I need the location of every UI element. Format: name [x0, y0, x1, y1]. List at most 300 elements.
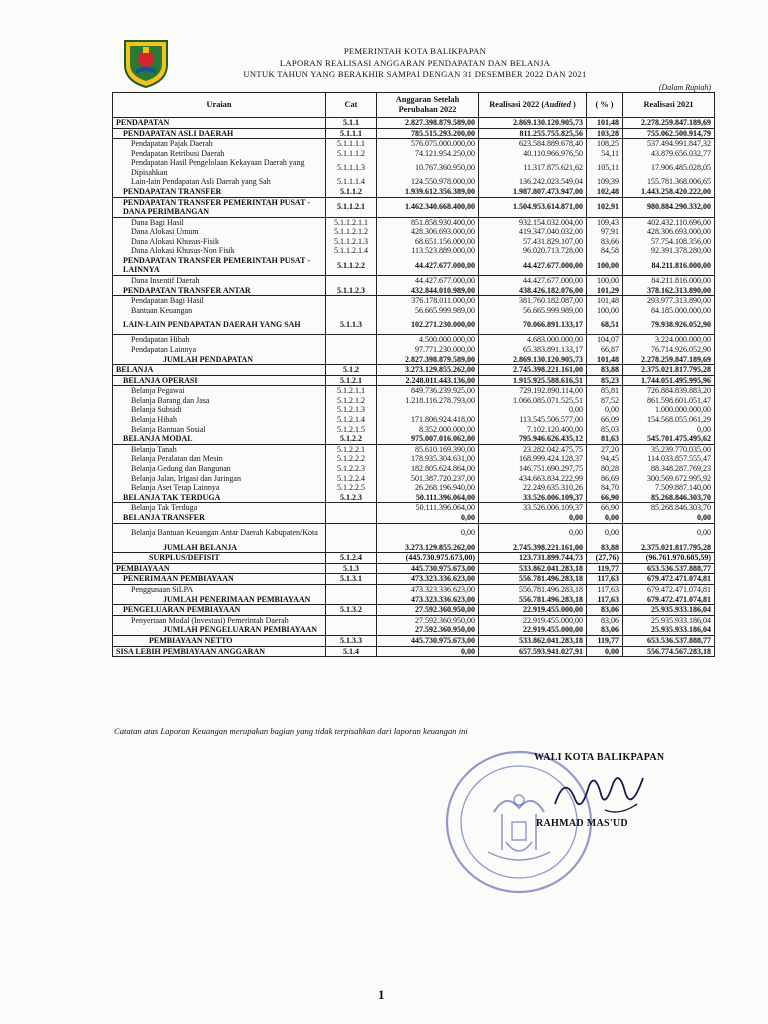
cell-realisasi-2022: 0,00	[479, 523, 587, 543]
cell-anggaran: 10.767.360.950,00	[377, 158, 479, 177]
cell-anggaran: 1.939.612.356.389,00	[377, 187, 479, 197]
table-row	[113, 365, 715, 376]
cell-cat	[326, 306, 377, 316]
currency-unit-note: (Dalam Rupiah)	[658, 83, 711, 92]
col-header-cat: Cat	[326, 93, 377, 118]
table-row	[113, 595, 715, 605]
cell-anggaran: 0,00	[377, 523, 479, 543]
cell-cat: 5.1.2.1	[326, 375, 377, 386]
cell-realisasi-2021: 79.938.926.052,90	[623, 315, 715, 335]
table-row	[113, 246, 715, 256]
cell-anggaran: 0,00	[377, 513, 479, 523]
cell-cat: 5.1.2	[326, 365, 377, 376]
cell-cat: 5.1.2.1.4	[326, 415, 377, 425]
cell-percent: 97,91	[587, 227, 623, 237]
table-row	[113, 128, 715, 139]
cell-realisasi-2021: 85.268.846.303,70	[623, 493, 715, 503]
cell-uraian: Lain-lain Pendapatan Asli Daerah yang Sah	[113, 177, 326, 187]
cell-cat: 5.1.2.2.1	[326, 444, 377, 454]
cell-uraian: BELANJA MODAL	[113, 434, 326, 444]
cell-realisasi-2021: 402.432.110.696,00	[623, 217, 715, 227]
cell-realisasi-2022: 44.427.677.000,00	[479, 256, 587, 276]
cell-percent: 81,63	[587, 434, 623, 444]
cell-realisasi-2022: 556.781.496.283,18	[479, 595, 587, 605]
cell-realisasi-2022: 23.282.042.475,75	[479, 444, 587, 454]
cell-anggaran: 1.462.340.668.400,00	[377, 197, 479, 217]
footnote: Catatan atas Laporan Keuangan merupakan bagian yang tidak terpisahkan dari laporan keuangan ini	[114, 726, 468, 736]
table-header-row	[113, 93, 715, 118]
cell-realisasi-2021: 1.000.000.000,00	[623, 405, 715, 415]
cell-anggaran: 3.273.129.855.262,00	[377, 543, 479, 553]
cell-realisasi-2021: 7.509.887.140,00	[623, 483, 715, 493]
cell-anggaran: 27.592.360.950,00	[377, 615, 479, 625]
cell-percent: 101,29	[587, 286, 623, 296]
table-row	[113, 187, 715, 197]
cell-uraian: Bantuan Keuangan	[113, 306, 326, 316]
cell-percent: 104,07	[587, 335, 623, 345]
cell-uraian: Pendapatan Lainnya	[113, 345, 326, 355]
cell-realisasi-2021: 679.472.471.074,81	[623, 574, 715, 585]
cell-realisasi-2021: 556.774.567.283,18	[623, 646, 715, 657]
cell-realisasi-2021: 293.977.313.890,00	[623, 296, 715, 306]
cell-realisasi-2022: 533.862.041.283,18	[479, 635, 587, 646]
cell-uraian: Belanja Pegawai	[113, 386, 326, 396]
cell-percent: 0,00	[587, 405, 623, 415]
cell-realisasi-2022: 56.665.999.989,00	[479, 306, 587, 316]
table-row	[113, 434, 715, 444]
cell-uraian: Penyertaan Modal (Investasi) Pemerintah Daerah	[113, 615, 326, 625]
cell-cat: 5.1.2.3	[326, 493, 377, 503]
cell-realisasi-2022: 123.731.899.744,73	[479, 553, 587, 564]
cell-realisasi-2021: 25.935.933.186,04	[623, 625, 715, 635]
cell-percent: 80,28	[587, 464, 623, 474]
cell-cat: 5.1.1	[326, 118, 377, 129]
cell-uraian: SURPLUS/DEFISIT	[113, 553, 326, 564]
table-row	[113, 444, 715, 454]
cell-realisasi-2021: 1.744.051.495.995,96	[623, 375, 715, 386]
cell-realisasi-2021: (96.761.970.605,59)	[623, 553, 715, 564]
cell-percent: 101,48	[587, 355, 623, 365]
table-row	[113, 493, 715, 503]
cell-anggaran: 178.935.304.631,00	[377, 454, 479, 464]
cell-anggaran: 44.427.677.000,00	[377, 256, 479, 276]
cell-cat: 5.1.1.1.1	[326, 139, 377, 149]
cell-cat: 5.1.1.2.1.2	[326, 227, 377, 237]
cell-cat	[326, 543, 377, 553]
cell-cat: 5.1.1.2.1	[326, 197, 377, 217]
cell-percent: 101,48	[587, 296, 623, 306]
cell-anggaran: 44.427.677.000,00	[377, 275, 479, 285]
cell-cat	[326, 275, 377, 285]
cell-anggaran: 1.218.116.278.793,00	[377, 396, 479, 406]
cell-cat: 5.1.1.1.4	[326, 177, 377, 187]
cell-anggaran: 473.323.336.623,00	[377, 574, 479, 585]
cell-cat	[326, 625, 377, 635]
cell-anggaran: 851.858.930.400,00	[377, 217, 479, 227]
cell-cat: 5.1.1.2	[326, 187, 377, 197]
cell-realisasi-2021: 726.884.839.883,20	[623, 386, 715, 396]
cell-realisasi-2021: 0,00	[623, 513, 715, 523]
cell-anggaran: 4.500.000.000,00	[377, 335, 479, 345]
table-row	[113, 217, 715, 227]
cell-anggaran: 56.665.999.989,00	[377, 306, 479, 316]
cell-percent: 0,00	[587, 523, 623, 543]
cell-percent: 103,28	[587, 128, 623, 139]
cell-anggaran	[377, 405, 479, 415]
cell-realisasi-2022: 729.192.890.114,00	[479, 386, 587, 396]
cell-anggaran: 785.515.293.200,00	[377, 128, 479, 139]
cell-realisasi-2021: 3.224.000.000,00	[623, 335, 715, 345]
cell-percent: 84,70	[587, 483, 623, 493]
cell-anggaran: 849.736.239.925,00	[377, 386, 479, 396]
table-row	[113, 405, 715, 415]
cell-realisasi-2022: 932.154.032.004,00	[479, 217, 587, 227]
cell-realisasi-2021: 653.536.537.888,77	[623, 563, 715, 574]
table-row	[113, 605, 715, 616]
cell-uraian: Pendapatan Hasil Pengelolaan Kekayaan Daerah yang Dipisahkan	[113, 158, 326, 177]
cell-cat: 5.1.2.2.2	[326, 454, 377, 464]
cell-cat: 5.1.3.1	[326, 574, 377, 585]
table-row	[113, 523, 715, 543]
cell-cat: 5.1.1.2.1.4	[326, 246, 377, 256]
cell-realisasi-2021: 428.306.693.000,00	[623, 227, 715, 237]
cell-percent: 101,48	[587, 118, 623, 129]
cell-uraian: Belanja Hibah	[113, 415, 326, 425]
cell-cat	[326, 345, 377, 355]
cell-realisasi-2021: 17.906.485.028,05	[623, 158, 715, 177]
cell-anggaran: 74.121.954.250,00	[377, 149, 479, 159]
cell-realisasi-2021: 35.239.770.035,00	[623, 444, 715, 454]
cell-anggaran: 473.323.336.623,00	[377, 595, 479, 605]
cell-uraian: Dana Alokasi Khusus-Non Fisik	[113, 246, 326, 256]
cell-anggaran: (445.730.975.673,00)	[377, 553, 479, 564]
cell-realisasi-2021: 84.185.000.000,00	[623, 306, 715, 316]
table-row	[113, 553, 715, 564]
cell-realisasi-2021: 85.268.846.303,70	[623, 503, 715, 513]
cell-uraian: PENDAPATAN	[113, 118, 326, 129]
cell-uraian: Belanja Gedung dan Bangunan	[113, 464, 326, 474]
cell-uraian: BELANJA TRANSFER	[113, 513, 326, 523]
cell-realisasi-2021: 88.348.287.769,23	[623, 464, 715, 474]
table-row	[113, 646, 715, 657]
table-row	[113, 425, 715, 435]
cell-cat: 5.1.1.1.3	[326, 158, 377, 177]
header-government-name: PEMERINTAH KOTA BALIKPAPAN	[343, 46, 487, 56]
cell-uraian: Penggunaan SiLPA	[113, 584, 326, 594]
cell-uraian: Belanja Jalan, Irigasi dan Jaringan	[113, 474, 326, 484]
cell-cat: 5.1.1.2.1.3	[326, 237, 377, 247]
cell-realisasi-2022: 1.987.807.473.947,00	[479, 187, 587, 197]
cell-realisasi-2021: 84.211.816.000,00	[623, 275, 715, 285]
cell-uraian: JUMLAH PENGELUARAN PEMBIAYAAN	[113, 625, 326, 635]
cell-realisasi-2021: 2.375.021.817.795,28	[623, 543, 715, 553]
cell-cat: 5.1.3	[326, 563, 377, 574]
cell-cat: 5.1.2.2.3	[326, 464, 377, 474]
cell-uraian: Belanja Bantuan Sosial	[113, 425, 326, 435]
cell-cat: 5.1.2.2.4	[326, 474, 377, 484]
table-row	[113, 474, 715, 484]
cell-cat: 5.1.3.2	[326, 605, 377, 616]
cell-percent: 85,23	[587, 375, 623, 386]
cell-realisasi-2022: 1.066.085.071.525,51	[479, 396, 587, 406]
table-row	[113, 635, 715, 646]
table-row	[113, 415, 715, 425]
cell-realisasi-2022: 22.919.455.000,00	[479, 625, 587, 635]
cell-percent: 117,63	[587, 595, 623, 605]
table-row	[113, 543, 715, 553]
table-row	[113, 256, 715, 276]
cell-anggaran: 113.523.889.000,00	[377, 246, 479, 256]
cell-percent: 108,25	[587, 139, 623, 149]
signatory-name: RAHMAD MAS'UD	[536, 818, 628, 829]
cell-percent: 85,81	[587, 386, 623, 396]
cell-percent: 83,88	[587, 543, 623, 553]
table-row	[113, 345, 715, 355]
cell-percent: 119,77	[587, 635, 623, 646]
cell-realisasi-2021: 155.781.368.006,65	[623, 177, 715, 187]
cell-realisasi-2022: 96.020.713.728,00	[479, 246, 587, 256]
cell-percent: 66,90	[587, 493, 623, 503]
table-row	[113, 149, 715, 159]
table-row	[113, 375, 715, 386]
cell-anggaran: 445.730.975.673,00	[377, 635, 479, 646]
cell-realisasi-2022: 65.383.891.133,17	[479, 345, 587, 355]
cell-realisasi-2022: 168.999.424.128,37	[479, 454, 587, 464]
cell-realisasi-2022: 556.781.496.283,18	[479, 574, 587, 585]
cell-uraian: PENGELUARAN PEMBIAYAAN	[113, 605, 326, 616]
cell-uraian: Pendapatan Hibah	[113, 335, 326, 345]
cell-percent: 27,20	[587, 444, 623, 454]
cell-realisasi-2021: 679.472.471.074,81	[623, 584, 715, 594]
cell-uraian: PENDAPATAN TRANSFER PEMERINTAH PUSAT - DANA PERIMBANGAN	[113, 197, 326, 217]
cell-cat: 5.1.2.1.3	[326, 405, 377, 415]
cell-anggaran: 182.805.624.864,00	[377, 464, 479, 474]
cell-cat	[326, 513, 377, 523]
cell-anggaran: 26.268.196.940,00	[377, 483, 479, 493]
cell-cat: 5.1.1.2.3	[326, 286, 377, 296]
cell-cat: 5.1.2.1.5	[326, 425, 377, 435]
cell-uraian: PENDAPATAN TRANSFER	[113, 187, 326, 197]
cell-uraian: Pendapatan Retribusi Daerah	[113, 149, 326, 159]
cell-anggaran: 576.075.000.000,00	[377, 139, 479, 149]
cell-anggaran: 8.352.000.000,00	[377, 425, 479, 435]
cell-cat: 5.1.1.1.2	[326, 149, 377, 159]
cell-uraian: JUMLAH PENDAPATAN	[113, 355, 326, 365]
cell-realisasi-2021: 76.714.926.052,90	[623, 345, 715, 355]
table-row	[113, 483, 715, 493]
cell-realisasi-2021: 1.443.258.420.222,00	[623, 187, 715, 197]
cell-cat	[326, 584, 377, 594]
cell-percent: 109,39	[587, 177, 623, 187]
cell-realisasi-2021: 114.033.857.555,47	[623, 454, 715, 464]
cell-realisasi-2022: 113.545.506.577,00	[479, 415, 587, 425]
cell-percent: 83,88	[587, 365, 623, 376]
cell-cat	[326, 503, 377, 513]
cell-anggaran: 97.771.230.000,00	[377, 345, 479, 355]
cell-percent: 117,63	[587, 574, 623, 585]
cell-uraian: Pendapatan Pajak Daerah	[113, 139, 326, 149]
cell-realisasi-2021: 0,00	[623, 523, 715, 543]
cell-uraian: Pendapatan Bagi Hasil	[113, 296, 326, 306]
cell-percent: 68,51	[587, 315, 623, 335]
cell-realisasi-2022: 136.242.023.549,04	[479, 177, 587, 187]
table-row	[113, 315, 715, 335]
cell-cat	[326, 595, 377, 605]
cell-uraian: Belanja Bantuan Keuangan Antar Daerah Kabupaten/Kota	[113, 523, 326, 543]
cell-percent: 0,00	[587, 646, 623, 657]
handwritten-signature	[545, 764, 655, 819]
cell-realisasi-2022: 2.869.130.120.905,73	[479, 118, 587, 129]
cell-percent: 102,91	[587, 197, 623, 217]
cell-cat	[326, 355, 377, 365]
cell-anggaran: 3.273.129.855.262,00	[377, 365, 479, 376]
cell-cat: 5.1.3.3	[326, 635, 377, 646]
budget-realization-table	[112, 92, 715, 657]
table-row	[113, 275, 715, 285]
cell-anggaran: 68.651.156.000,00	[377, 237, 479, 247]
cell-realisasi-2021: 300.569.672.995,92	[623, 474, 715, 484]
cell-uraian: Belanja Aset Tetap Lainnya	[113, 483, 326, 493]
cell-percent: 83,06	[587, 605, 623, 616]
cell-uraian: PENDAPATAN TRANSFER PEMERINTAH PUSAT - LAINNYA	[113, 256, 326, 276]
cell-cat	[326, 296, 377, 306]
cell-percent: 94,45	[587, 454, 623, 464]
cell-uraian: PEMBIAYAAN	[113, 563, 326, 574]
cell-percent: 83,06	[587, 625, 623, 635]
cell-percent: (27,76)	[587, 553, 623, 564]
table-row	[113, 574, 715, 585]
cell-anggaran: 27.592.360.950,00	[377, 605, 479, 616]
cell-realisasi-2022: 40.110.966.976,50	[479, 149, 587, 159]
table-row	[113, 355, 715, 365]
cell-realisasi-2022: 0,00	[479, 513, 587, 523]
report-header	[180, 46, 650, 81]
table-row	[113, 615, 715, 625]
cell-cat: 5.1.1.2.2	[326, 256, 377, 276]
cell-percent: 100,00	[587, 275, 623, 285]
cell-anggaran: 975.007.016.062,00	[377, 434, 479, 444]
cell-anggaran: 124.550.978.000,00	[377, 177, 479, 187]
cell-uraian: PEMBIAYAAN NETTO	[113, 635, 326, 646]
cell-uraian: BELANJA	[113, 365, 326, 376]
cell-realisasi-2022: 4.683.000.000,00	[479, 335, 587, 345]
cell-uraian: Belanja Peralatan dan Mesin	[113, 454, 326, 464]
cell-percent: 66,90	[587, 503, 623, 513]
cell-realisasi-2022: 419.347.040.032,00	[479, 227, 587, 237]
cell-realisasi-2022: 438.426.182.076,00	[479, 286, 587, 296]
cell-realisasi-2021: 25.935.933.186,04	[623, 615, 715, 625]
cell-percent: 109,43	[587, 217, 623, 227]
cell-percent: 84,58	[587, 246, 623, 256]
cell-realisasi-2022: 146.751.690.297,75	[479, 464, 587, 474]
table-row	[113, 237, 715, 247]
cell-realisasi-2021: 25.935.933.186,04	[623, 605, 715, 616]
signatory-title: WALI KOTA BALIKPAPAN	[534, 752, 665, 763]
cell-realisasi-2022: 2.869.130.120.905,73	[479, 355, 587, 365]
col-header-realisasi-2021: Realisasi 2021	[623, 93, 715, 118]
cell-uraian: LAIN-LAIN PENDAPATAN DAERAH YANG SAH	[113, 315, 326, 335]
cell-cat	[326, 335, 377, 345]
cell-percent: 119,77	[587, 563, 623, 574]
col-header-percent: ( % )	[587, 93, 623, 118]
cell-uraian: Dana Bagi Hasil	[113, 217, 326, 227]
cell-uraian: Dana Insentif Daerah	[113, 275, 326, 285]
cell-cat: 5.1.2.1.1	[326, 386, 377, 396]
table-row	[113, 286, 715, 296]
cell-uraian: Belanja Tak Terduga	[113, 503, 326, 513]
cell-realisasi-2022: 556.781.496.283,18	[479, 584, 587, 594]
col-header-anggaran: Anggaran Setelah Perubahan 2022	[377, 93, 479, 118]
cell-cat	[326, 523, 377, 543]
table-body	[113, 118, 715, 657]
table-row	[113, 386, 715, 396]
table-row	[113, 139, 715, 149]
cell-realisasi-2022: 22.919.455.000,00	[479, 605, 587, 616]
cell-anggaran: 2.827.398.879.589,00	[377, 118, 479, 129]
table-row	[113, 306, 715, 316]
cell-realisasi-2021: 84.211.816.000,00	[623, 256, 715, 276]
cell-realisasi-2022: 657.593.941.027,91	[479, 646, 587, 657]
table-row	[113, 513, 715, 523]
cell-realisasi-2021: 980.884.290.332,00	[623, 197, 715, 217]
cell-percent: 105,11	[587, 158, 623, 177]
cell-realisasi-2022: 795.946.626.435,12	[479, 434, 587, 444]
col-header-realisasi-close: )	[570, 100, 576, 109]
col-header-realisasi-label: Realisasi 2022 (	[489, 100, 545, 109]
cell-realisasi-2021: 2.278.259.847.189,69	[623, 355, 715, 365]
table-row	[113, 177, 715, 187]
cell-realisasi-2022: 2.745.398.221.161,00	[479, 365, 587, 376]
cell-anggaran: 27.592.360.950,00	[377, 625, 479, 635]
cell-realisasi-2022: 623.584.889.678,40	[479, 139, 587, 149]
cell-cat: 5.1.1.1	[326, 128, 377, 139]
cell-percent: 102,48	[587, 187, 623, 197]
cell-uraian: Belanja Subsidi	[113, 405, 326, 415]
cell-uraian: PENDAPATAN ASLI DAERAH	[113, 128, 326, 139]
cell-realisasi-2022: 381.760.182.087,00	[479, 296, 587, 306]
cell-realisasi-2022: 44.427.677.000,00	[479, 275, 587, 285]
cell-realisasi-2021: 679.472.471.074,81	[623, 595, 715, 605]
cell-cat	[326, 615, 377, 625]
cell-cat: 5.1.1.3	[326, 315, 377, 335]
table-row	[113, 227, 715, 237]
col-header-uraian: Uraian	[113, 93, 326, 118]
cell-cat: 5.1.2.1.2	[326, 396, 377, 406]
table-row	[113, 197, 715, 217]
cell-percent: 117,63	[587, 584, 623, 594]
cell-percent: 83,06	[587, 615, 623, 625]
cell-realisasi-2021: 861.598.601.051,47	[623, 396, 715, 406]
cell-realisasi-2021: 653.536.537.888,77	[623, 635, 715, 646]
cell-realisasi-2022: 22.919.455.000,00	[479, 615, 587, 625]
cell-anggaran: 50.111.396.064,00	[377, 503, 479, 513]
cell-realisasi-2021: 537.494.991.847,32	[623, 139, 715, 149]
cell-uraian: PENDAPATAN TRANSFER ANTAR	[113, 286, 326, 296]
cell-realisasi-2022: 1.915.925.588.616,51	[479, 375, 587, 386]
cell-percent: 86,69	[587, 474, 623, 484]
table-row	[113, 584, 715, 594]
header-report-title: LAPORAN REALISASI ANGGARAN PENDAPATAN DAN BELANJA	[279, 57, 551, 68]
table-row	[113, 335, 715, 345]
cell-anggaran: 2.248.011.443.136,00	[377, 375, 479, 386]
cell-cat: 5.1.4	[326, 646, 377, 657]
cell-realisasi-2021: 57.754.108.356,00	[623, 237, 715, 247]
cell-realisasi-2021: 43.879.656.032,77	[623, 149, 715, 159]
cell-uraian: PENERIMAAN PEMBIAYAAN	[113, 574, 326, 585]
cell-cat: 5.1.2.2	[326, 434, 377, 444]
table-row	[113, 464, 715, 474]
cell-anggaran: 473.323.336.623,00	[377, 584, 479, 594]
